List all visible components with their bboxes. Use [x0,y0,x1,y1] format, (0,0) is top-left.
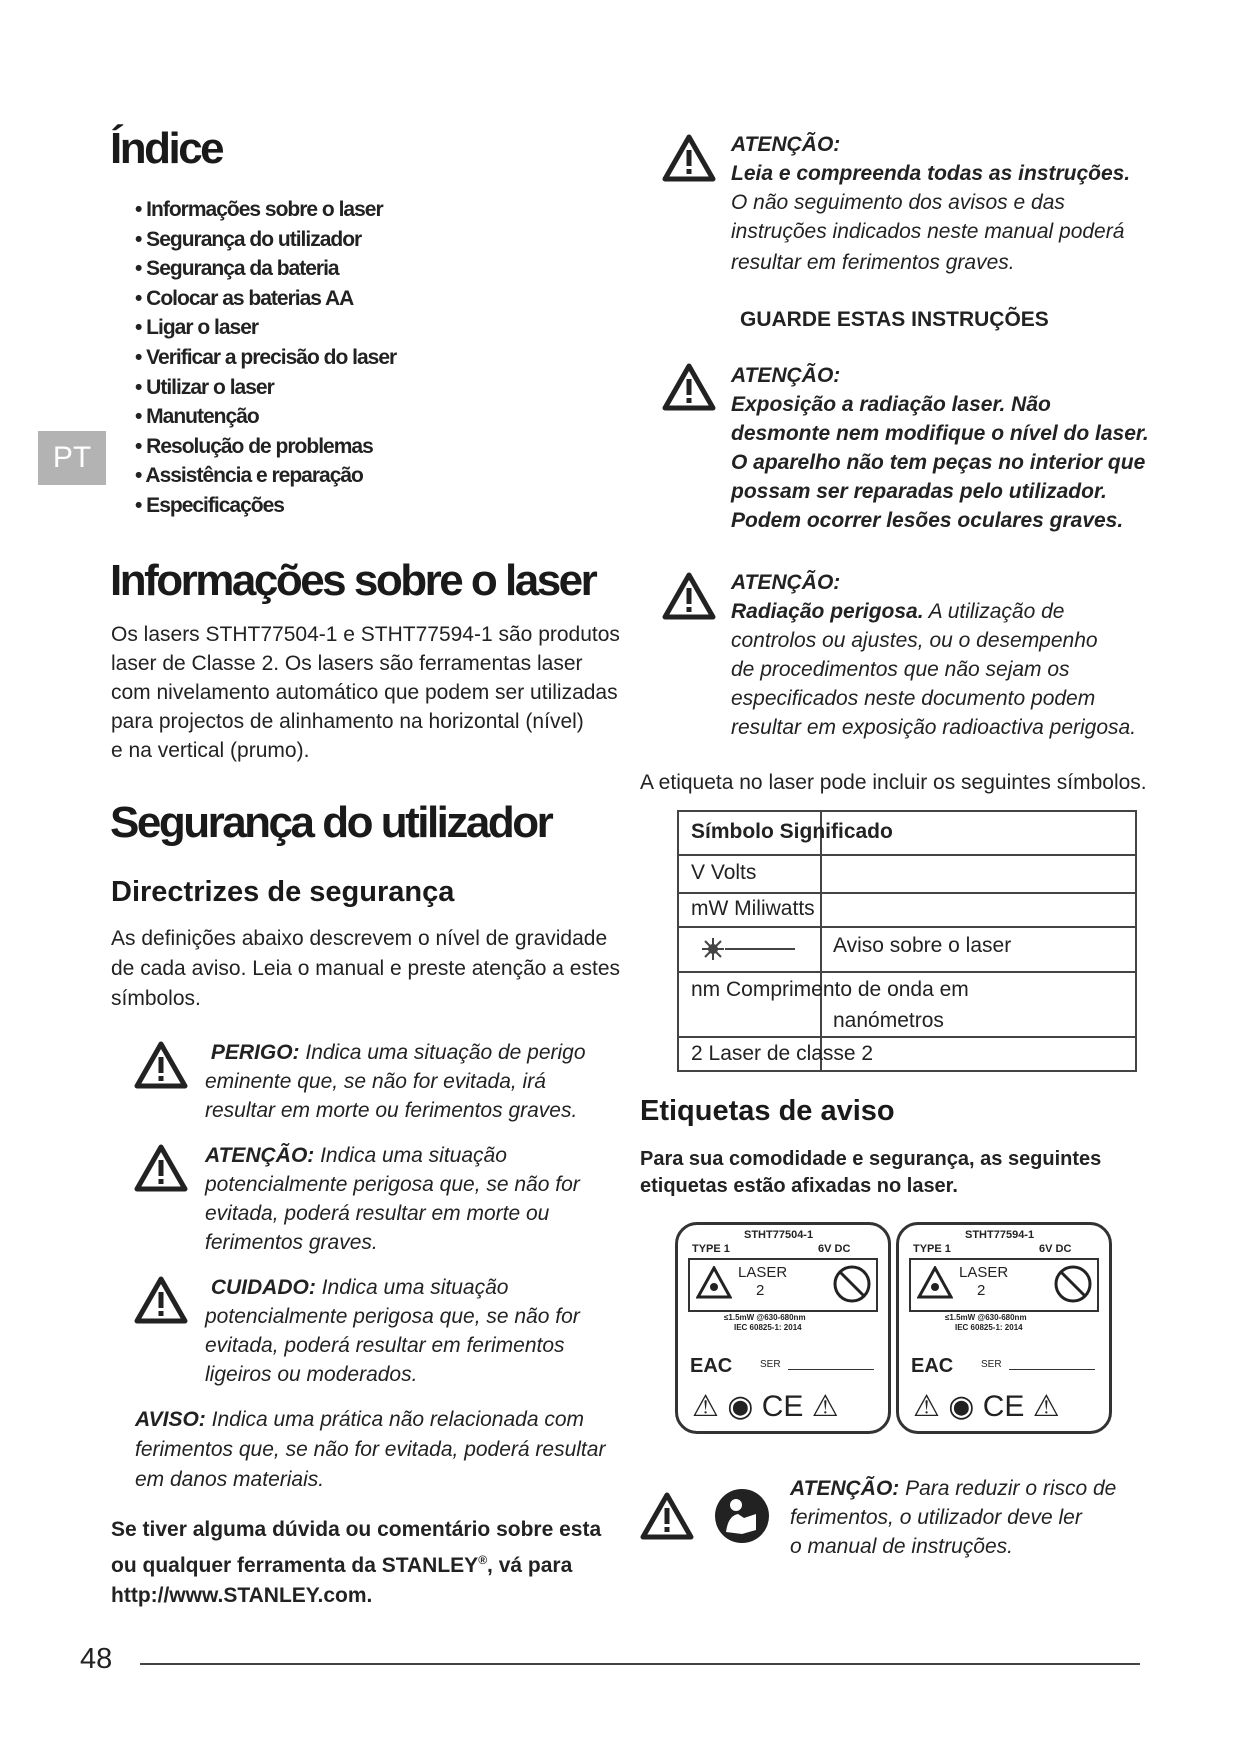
laser-info-title: Informações sobre o laser [110,556,596,605]
label-type: TYPE 1 [692,1243,730,1255]
save-instructions: GUARDE ESTAS INSTRUÇÕES [740,308,1049,331]
label-voltage: 6V DC [818,1243,851,1255]
label-symbols-row: ⚠ ◉ CE ⚠ [913,1390,1060,1423]
text-line: potencialmente perigosa que, se não for [205,1173,580,1196]
text-line: especificados neste documento podem [731,687,1096,710]
product-label-card [896,1222,1112,1434]
atencao-label: ATENÇÃO: [731,133,841,156]
table-row-divider [677,1036,1137,1038]
label-spec: ≤1.5mW @630-680nm [724,1313,806,1322]
label-model: STHT77504-1 [744,1229,814,1241]
user-safety-title: Segurança do utilizador [110,798,552,847]
index-item[interactable]: • Verificar a precisão do laser [135,345,397,369]
text-line: Para reduzir o risco de [899,1477,1117,1500]
text-line: controlos ou ajustes, ou o desempenho [731,629,1098,652]
atencao-label: ATENÇÃO: [731,364,841,387]
symbols-table [677,810,1137,1072]
table-cell: nm Comprimento de onda em [691,978,969,1001]
text-line: resultar em ferimentos graves. [731,251,1015,274]
table-row-divider [677,854,1137,856]
atencao-notice [205,1141,580,1257]
cuidado-notice [205,1273,580,1389]
text-line: eminente que, se não for evitada, irá [205,1070,546,1093]
text-line: Indica uma prática não relacionada com [205,1408,585,1431]
warning-read-instructions [731,130,1130,277]
text-line: A utilização de [923,600,1065,623]
text-line: o manual de instruções. [790,1535,1013,1558]
text-line: Exposição a radiação laser. Não [731,393,1051,416]
label-serial: SER [981,1359,1002,1370]
text-line: Indica uma situação de perigo [299,1041,586,1064]
table-cell: mW Miliwatts [691,897,815,920]
text-line: Podem ocorrer lesões oculares graves. [731,509,1124,532]
warning-triangle-icon [662,363,716,411]
contact-note [111,1515,601,1611]
label-class: 2 [977,1282,986,1299]
label-serial: SER [760,1359,781,1370]
index-item[interactable]: • Informações sobre o laser [135,198,383,221]
text-line: , vá para [487,1554,573,1577]
text-line: ferimentos graves. [205,1231,378,1254]
symbols-intro: A etiqueta no laser pode incluir os seguintes símbolos. [640,771,1147,794]
index-item[interactable]: • Segurança do utilizador [135,227,362,251]
table-row-divider [677,926,1137,928]
page-number: 48 [80,1643,113,1675]
safety-guidelines-subtitle: Directrizes de segurança [111,876,455,908]
text-line: instruções indicados neste manual poderá [731,220,1125,243]
warning-triangle-icon [134,1144,188,1192]
warning-labels-intro [640,1146,1101,1200]
label-spec: IEC 60825-1: 2014 [955,1323,1023,1332]
text-line: de cada aviso. Leia o manual e preste atenção a estes [111,957,621,980]
text-line: com nivelamento automático que podem ser utilizadas [111,681,618,704]
read-manual-icon [714,1488,770,1544]
registered-mark: ® [478,1553,488,1567]
table-cell: nanómetros [833,1009,944,1032]
index-item[interactable]: • Utilizar o laser [135,375,274,399]
text-line: símbolos. [111,987,201,1010]
label-model: STHT77594-1 [965,1229,1035,1241]
table-row-divider [677,892,1137,894]
footer-rule [140,1663,1140,1665]
index-item[interactable]: • Manutenção [135,405,259,429]
label-laser-panel [909,1258,1099,1312]
text-line: ligeiros ou moderados. [205,1363,418,1386]
index-title: Índice [110,124,223,173]
text-line: As definições abaixo descrevem o nível de gravidade [111,927,608,950]
label-type: TYPE 1 [913,1243,951,1255]
text-line: para projectos de alinhamento na horizontal (nível) [111,710,584,733]
aviso-label: AVISO: [135,1408,206,1431]
label-spec: IEC 60825-1: 2014 [734,1323,802,1332]
warning-hazardous-radiation [731,568,1136,742]
label-laser-text: LASER [738,1264,788,1281]
serial-line [1009,1369,1095,1370]
laser-info-text [111,620,620,765]
table-cell: 2 Laser de classe 2 [691,1042,874,1065]
label-symbols-row: ⚠ ◉ CE ⚠ [692,1390,839,1423]
aviso-notice [135,1405,605,1495]
language-tab: PT [38,431,106,485]
text-line: evitada, poderá resultar em ferimentos [205,1334,565,1357]
label-class: 2 [756,1282,765,1299]
table-column-divider [820,810,822,1072]
cuidado-label: CUIDADO: [210,1276,316,1299]
warning-triangle-icon [134,1276,188,1324]
text-line: em danos materiais. [135,1468,325,1491]
read-manual-warning [790,1474,1116,1561]
product-label-card [675,1222,891,1434]
text-line: O aparelho não tem peças no interior que [731,451,1146,474]
index-item[interactable]: • Assistência e reparação [135,464,363,488]
laser-warning-icon [917,1266,953,1300]
text-line: ferimentos, o utilizador deve ler [790,1506,1082,1529]
text-line: etiquetas estão afixadas no laser. [640,1175,958,1197]
no-eye-exposure-icon [1053,1264,1093,1304]
label-spec: ≤1.5mW @630-680nm [945,1313,1027,1322]
table-header: Símbolo Significado [691,820,893,843]
text-line: Para sua comodidade e segurança, as seguintes [640,1148,1102,1170]
text-line: desmonte nem modifique o nível do laser. [731,422,1149,445]
index-list [135,195,396,521]
index-item[interactable]: • Especificações [135,493,284,517]
perigo-notice [205,1038,586,1125]
atencao-label: ATENÇÃO: [205,1144,315,1167]
laser-starburst-icon [695,934,805,964]
text-line: resultar em morte ou ferimentos graves. [205,1099,578,1122]
text-line: Radiação perigosa. [731,600,924,623]
text-line: Leia e compreenda todas as instruções. [731,162,1131,185]
text-line: evitada, poderá resultar em morte ou [205,1202,550,1225]
text-line: Se tiver alguma dúvida ou comentário sobre esta [111,1518,602,1541]
warning-triangle-icon [640,1492,694,1540]
laser-warning-icon [696,1266,732,1300]
text-line: O não seguimento dos avisos e das [731,191,1065,214]
label-laser-text: LASER [959,1264,1009,1281]
text-line: Os lasers STHT77504-1 e STHT77594-1 são produtos [111,623,620,646]
perigo-label: PERIGO: [210,1041,300,1064]
atencao-label: ATENÇÃO: [731,571,841,594]
warning-triangle-icon [662,134,716,182]
label-laser-panel [688,1258,878,1312]
text-line: Indica uma situação [315,1276,509,1299]
no-eye-exposure-icon [832,1264,872,1304]
label-voltage: 6V DC [1039,1243,1072,1255]
index-item[interactable]: • Colocar as baterias AA [135,286,354,310]
safety-intro [111,924,620,1014]
text-line: ferimentos que, se não for evitada, poderá resultar [135,1438,606,1461]
brand-name: STANLEY [381,1554,479,1577]
index-item[interactable]: • Ligar o laser [135,316,259,340]
text-line: Indica uma situação [314,1144,507,1167]
eac-mark: EAC [690,1355,733,1377]
warning-labels-title: Etiquetas de aviso [640,1095,895,1127]
stanley-website-link[interactable]: http://www.STANLEY.com. [111,1584,373,1607]
text-line: potencialmente perigosa que, se não for [205,1305,580,1328]
index-item[interactable]: • Resolução de problemas [135,434,373,458]
warning-triangle-icon [134,1041,188,1089]
table-cell: V Volts [691,861,757,884]
text-line: possam ser reparadas pelo utilizador. [731,480,1107,503]
table-row-divider [677,971,1137,973]
index-item[interactable]: • Segurança da bateria [135,257,339,281]
text-line: de procedimentos que não sejam os [731,658,1070,681]
table-cell: Aviso sobre o laser [833,934,1012,957]
warning-triangle-icon [662,572,716,620]
eac-mark: EAC [911,1355,954,1377]
warning-laser-exposure [731,361,1149,535]
text-line: resultar em exposição radioactiva perigosa. [731,716,1137,739]
atencao-label: ATENÇÃO: [790,1477,900,1500]
text-line: e na vertical (prumo). [111,739,310,762]
text-line: laser de Classe 2. Os lasers são ferramentas laser [111,652,583,675]
text-line: ou qualquer ferramenta da [111,1554,382,1577]
serial-line [788,1369,874,1370]
